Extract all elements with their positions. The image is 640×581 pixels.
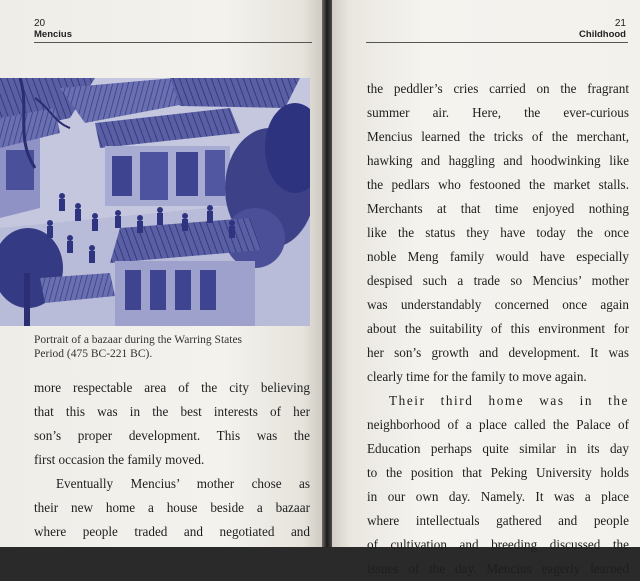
text-line: their new home a house beside a bazaar bbox=[34, 500, 310, 515]
left-header-rule bbox=[34, 42, 312, 43]
text-line: Eventually Mencius’ mother chose as bbox=[56, 476, 310, 491]
text-line: first occasion the family moved. bbox=[34, 452, 205, 467]
right-body-text bbox=[367, 77, 629, 581]
right-running-head: Childhood bbox=[579, 29, 626, 40]
text-line: her son’s growth and development. It was bbox=[367, 345, 629, 360]
right-page-number: 21 bbox=[614, 18, 626, 29]
text-line: despised such a trade so Mencius’ mother bbox=[367, 273, 629, 288]
book-gutter bbox=[322, 0, 332, 547]
caption-line: Period (475 BC-221 BC). bbox=[34, 348, 153, 360]
text-line: like the status they have today the once bbox=[367, 225, 629, 240]
left-page bbox=[0, 0, 322, 547]
text-line: to the position that Peking University holds bbox=[367, 465, 629, 480]
text-line: of cultivation and breeding discussed the bbox=[367, 537, 629, 552]
text-line: neighborhood of a place called the Palace of bbox=[367, 417, 629, 432]
text-line: noble Meng family would have especially bbox=[367, 249, 629, 264]
text-line: the peddler’s cries carried on the fragrant bbox=[367, 81, 629, 96]
text-line: about the suitability of this environment for bbox=[367, 321, 629, 336]
text-line: hawking and haggling and hoodwinking like bbox=[367, 153, 629, 168]
text-line: where people traded and negotiated and bbox=[34, 524, 310, 539]
text-line: issues of the day. Mencius eagerly learned bbox=[367, 561, 629, 576]
illustration-caption bbox=[34, 333, 309, 361]
caption-line: Portrait of a bazaar during the Warring States bbox=[34, 334, 243, 346]
bazaar-illustration bbox=[0, 78, 310, 326]
text-line: Their third home was in the bbox=[389, 393, 629, 408]
text-line: that this was in the best interests of her bbox=[34, 404, 310, 419]
text-line: was understandably concerned once again bbox=[367, 297, 629, 312]
right-header-rule bbox=[366, 42, 628, 43]
text-line: son’s proper development. This was the bbox=[34, 428, 310, 443]
text-line: summer air. Here, the ever-curious bbox=[367, 105, 629, 120]
text-line: where intellectuals gathered and people bbox=[367, 513, 629, 528]
left-body-text bbox=[34, 376, 310, 544]
text-line: Mencius learned the tricks of the merchant, bbox=[367, 129, 629, 144]
text-line: clearly time for the family to move again. bbox=[367, 369, 587, 384]
text-line: in our own day. Namely. It was a place bbox=[367, 489, 629, 504]
left-page-number: 20 bbox=[34, 18, 46, 29]
text-line: Education perhaps quite similar in its day bbox=[367, 441, 629, 456]
text-line: more respectable area of the city believing bbox=[34, 380, 310, 395]
left-running-head: Mencius bbox=[34, 29, 73, 40]
bazaar-illustration-art bbox=[0, 78, 310, 326]
text-line: Merchants at that time enjoyed nothing bbox=[367, 201, 629, 216]
text-line: the pedlars who festooned the market stalls. bbox=[367, 177, 629, 192]
